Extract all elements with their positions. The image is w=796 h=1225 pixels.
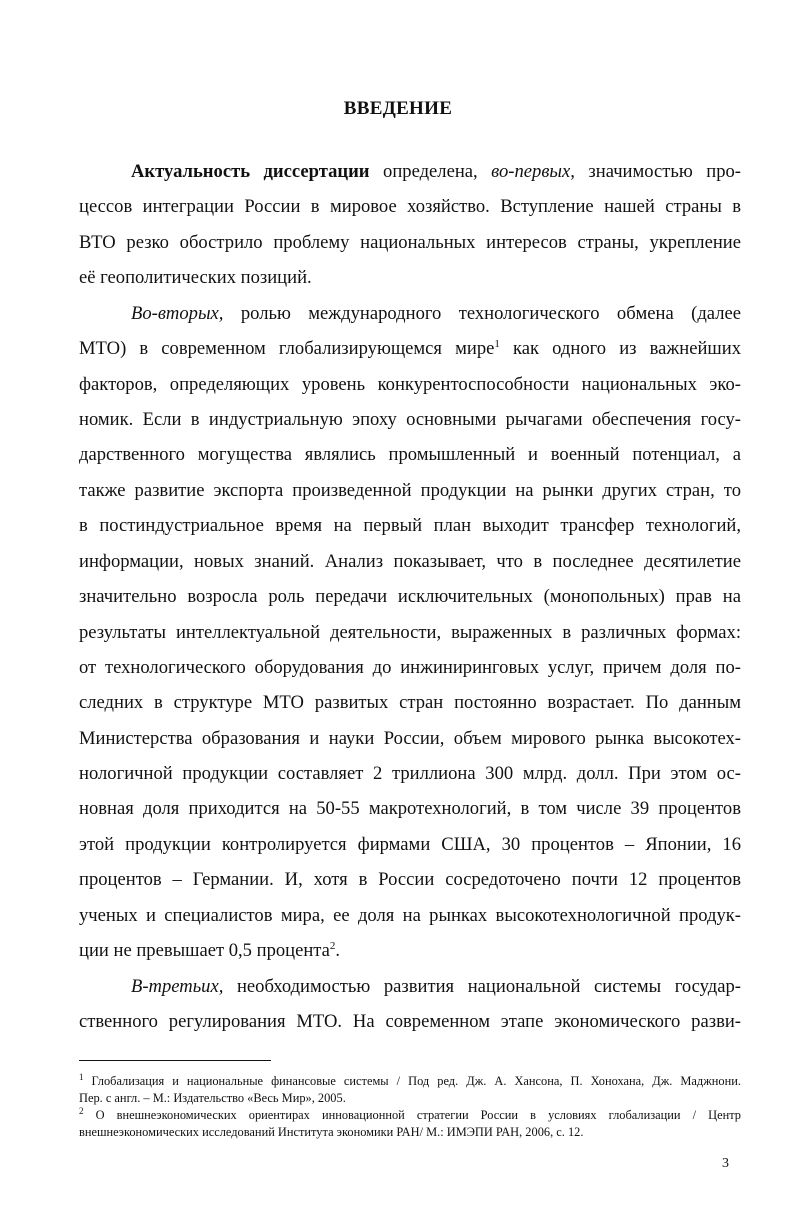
text-line: цессов интеграции России в мировое хозяйство. Вступление нашей страны в (79, 196, 741, 217)
text-line: В-третьих, необходимостью развития национальной системы государ- (131, 976, 741, 997)
page-number: 3 (722, 1156, 729, 1171)
italic-phrase: Во-вторых, (131, 303, 224, 324)
text-line: этой продукции контролируется фирмами США, 30 процентов – Японии, 16 (79, 834, 741, 855)
text-line: нологичной продукции составляет 2 триллиона 300 млрд. долл. При этом ос- (79, 763, 741, 784)
text-line: ученых и специалистов мира, ее доля на рынках высокотехнологичной продук- (79, 905, 741, 926)
text-line: номик. Если в индустриальную эпоху основными рычагами обеспечения госу- (79, 409, 741, 430)
footnote-2-cont: внешнеэкономических исследований Института экономики РАН/ М.: ИМЭПИ РАН, 2006, с. 12. (79, 1125, 584, 1139)
footnote-1: $^1$ Глобализация и национальные финансовые системы / Под ред. Дж. А. Хансона, П. Хонохана, Дж. Маджнони. (79, 1072, 741, 1088)
bold-phrase: Актуальность диссертации (131, 161, 370, 182)
italic-phrase: В-третьих, (131, 976, 224, 997)
text-line: результаты интеллектуальной деятельности, выраженных в различных формах: (79, 622, 741, 643)
text-line: процентов – Германии. И, хотя в России сосредоточено почти 12 процентов (79, 869, 741, 890)
text-line: в постиндустриальное время на первый план выходит трансфер технологий, (79, 515, 741, 536)
text-line: ции не превышает 0,5 процента$^2$. (79, 940, 341, 961)
text-line: Министерства образования и науки России, объем мирового рынка высокотех- (79, 728, 741, 749)
footnote-2: $^2$ О внешнеэкономических ориентирах инновационной стратегии России в условиях глобализации / Центр (79, 1106, 741, 1122)
footnote-ref: 2 (329, 940, 336, 952)
text-line: информации, новых знаний. Анализ показывает, что в последнее десятилетие (79, 551, 741, 572)
text-line: Во-вторых, ролью международного технологического обмена (далее (131, 303, 741, 324)
text-line: факторов, определяющих уровень конкурентоспособности национальных эко- (79, 374, 741, 395)
text-line: от технологического оборудования до инжиниринговых услуг, причем доля по- (79, 657, 741, 678)
text-line: значительно возросла роль передачи исключительных (монопольных) прав на (79, 586, 741, 607)
text-line: дарственного могущества являлись промышленный и военный потенциал, а (79, 444, 741, 465)
text-line: ственного регулирования МТО. На современном этапе экономического разви- (79, 1011, 741, 1032)
footnote-1-cont: Пер. с англ. – М.: Издательство «Весь Мир», 2005. (79, 1091, 346, 1105)
footnote-divider (79, 1060, 271, 1061)
text-line: также развитие экспорта произведенной продукции на рынки других стран, то (79, 480, 741, 501)
text-line: Актуальность диссертации определена, во-первых, значимостью про- (131, 161, 742, 182)
text-line: МТО) в современном глобализирующемся мире$^1$ как одного из важнейших (79, 338, 741, 359)
text-line: следних в структуре МТО развитых стран постоянно возрастает. По данным (79, 692, 741, 713)
footnote-ref: 1 (494, 338, 500, 350)
text-line: новная доля приходится на 50-55 макротехнологий, в том числе 39 процентов (79, 798, 741, 819)
italic-phrase: во-первых, (491, 161, 575, 182)
page-title: ВВЕДЕНИЕ (343, 98, 453, 119)
text-line: её геополитических позиций. (79, 267, 312, 288)
text-line: ВТО резко обострило проблему национальных интересов страны, укрепление (79, 232, 741, 253)
